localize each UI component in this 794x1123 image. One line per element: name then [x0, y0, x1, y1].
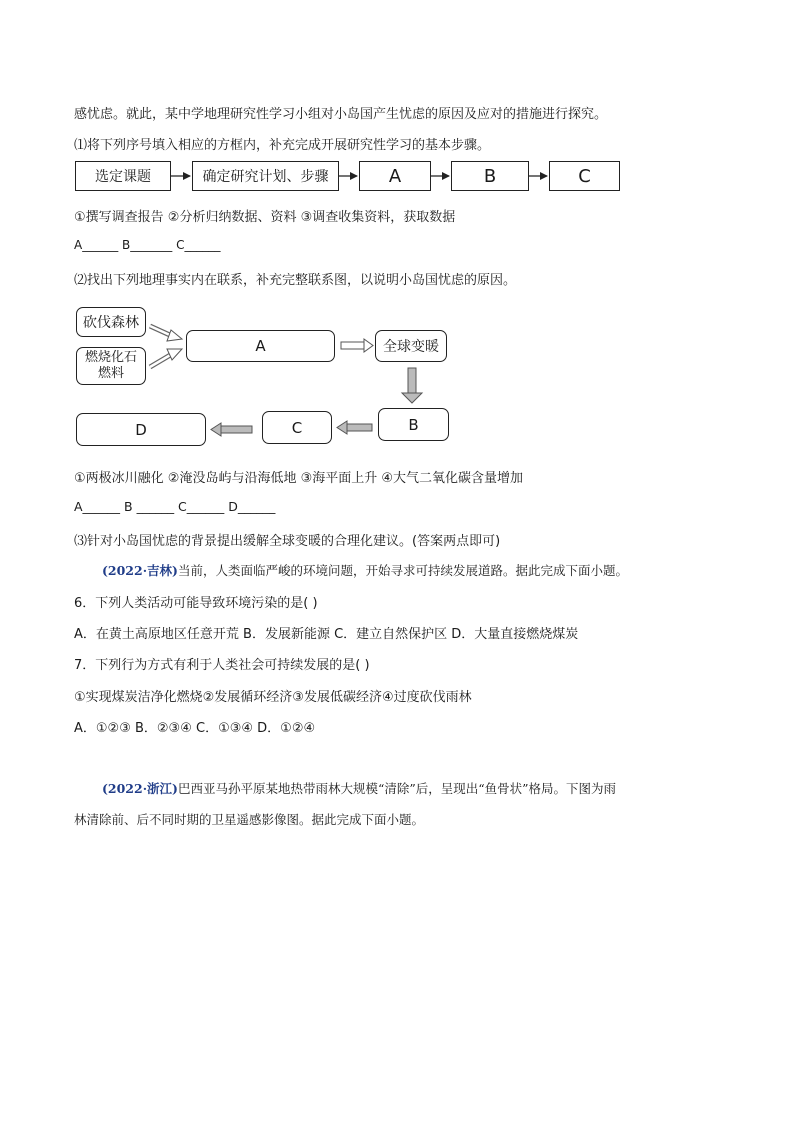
q2-answer-blanks: A______ B ______ C______ D______	[74, 499, 276, 514]
node-label: 砍伐森林	[83, 315, 139, 331]
question-7-items: ①实现煤炭洁净化燃烧②发展循环经济③发展低碳经济④过度砍伐雨林	[74, 690, 472, 705]
step-label: A	[388, 165, 402, 187]
q2-options: ①两极冰川融化 ②淹没岛屿与沿海低地 ③海平面上升 ④大气二氧化碳含量增加	[74, 471, 524, 486]
q1-answer-blanks: A______ B_______ C______	[74, 238, 221, 252]
q3-prompt: ⑶针对小岛国忧虑的背景提出缓解全球变暖的合理化建议。(答案两点即可)	[74, 534, 501, 549]
question-6-options: A．在黄土高原地区任意开荒 B．发展新能源 C．建立自然保护区 D．大量直接燃烧煤炭	[74, 627, 579, 642]
jilin-stem	[102, 561, 628, 579]
stem-text: 巴西亚马孙平原某地热带雨林大规模“清除”后，呈现出“鱼骨状”格局。下图为雨	[177, 781, 617, 796]
zhejiang-stem-line2: 林清除前、后不同时期的卫星遥感影像图。据此完成下面小题。	[74, 812, 425, 827]
node-label-line1: 燃烧化石	[84, 350, 137, 365]
q1-options: ①撰写调查报告 ②分析归纳数据、资料 ③调查收集资料，获取数据	[74, 210, 456, 225]
intro-text: 感忧虑。就此，某中学地理研究性学习小组对小岛国产生忧虑的原因及应对的措施进行探究。	[74, 107, 608, 122]
zhejiang-stem-line1	[102, 779, 616, 797]
source-tag: (2022·吉林)	[102, 563, 178, 578]
source-tag: (2022·浙江)	[102, 781, 178, 796]
step-label: 选定课题	[95, 169, 151, 185]
node-label: 全球变暖	[383, 339, 439, 355]
node-label: B	[408, 415, 419, 434]
node-label-line2: 燃料	[97, 366, 124, 381]
question-7: 7．下列行为方式有利于人类社会可持续发展的是( )	[74, 658, 370, 673]
step-label: 确定研究计划、步骤	[202, 169, 329, 185]
arrow-warming-to-b-icon	[402, 368, 422, 403]
arrow-fuel-to-a-icon	[150, 349, 182, 367]
step-label: C	[578, 165, 591, 187]
arrow-b-to-c-icon	[337, 421, 372, 434]
arrow-c-to-d-icon	[211, 423, 252, 436]
node-label: D	[135, 420, 147, 439]
q1-prompt: ⑴将下列序号填入相应的方框内，补充完成开展研究性学习的基本步骤。	[74, 138, 491, 153]
arrow-forest-to-a-icon	[150, 326, 182, 341]
arrow-a-to-warming-icon	[341, 339, 373, 352]
step-label: B	[483, 165, 497, 187]
node-label: A	[255, 337, 266, 355]
question-7-options: A．①②③ B．②③④ C．①③④ D．①②④	[74, 721, 316, 736]
stem-text: 当前，人类面临严峻的环境问题，开始寻求可持续发展道路。据此完成下面小题。	[177, 563, 628, 578]
question-6: 6．下列人类活动可能导致环境污染的是( )	[74, 596, 318, 611]
q2-prompt: ⑵找出下列地理事实内在联系，补充完整联系图，以说明小岛国忧虑的原因。	[74, 273, 517, 288]
node-label: C	[291, 418, 303, 437]
